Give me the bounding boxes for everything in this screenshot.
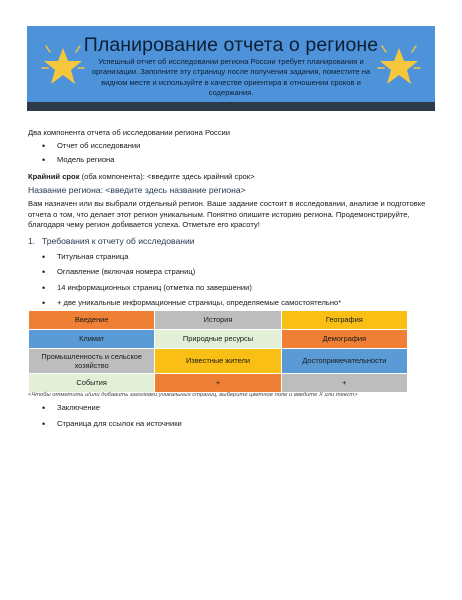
grid-cell[interactable]: + [155,374,281,393]
grid-cell[interactable]: Демография [281,330,407,349]
page-subtitle: Успешный отчет об исследовании региона России требует планирования и организации. Заполните эту страницу после получения задания, поместите на видном месте и используйте в качестве ориентира в отношении сроков и содержания. [91,57,371,98]
region-name-field[interactable]: Название региона: <введите здесь название региона> [28,185,246,195]
grid-cell[interactable]: События [29,374,155,393]
grid-cell[interactable]: Промышленность и сельское хозяйство [29,349,155,374]
grid-cell[interactable]: Известные жители [155,349,281,374]
deadline-field[interactable]: (оба компонента): <введите здесь крайний срок> [79,172,255,181]
grid-cell[interactable]: + [281,374,407,393]
grid-cell[interactable]: Достопримечательности [281,349,407,374]
grid-cell[interactable]: География [281,311,407,330]
grid-cell[interactable]: Природные ресурсы [155,330,281,349]
grid-instruction-note: <Чтобы отметить и/или добавить заголовки уникальных страниц, выберите цветное поле и введите X или текст> [28,392,358,398]
deadline-label: Крайний срок [28,172,80,181]
grid-cell[interactable]: История [155,311,281,330]
grid-cell[interactable]: Климат [29,330,155,349]
page-title: Планирование отчета о регионе [83,34,379,56]
requirements-heading: 1. Требования к отчету об исследовании [28,236,195,246]
header-strip [27,102,435,111]
unique-pages-grid [28,310,408,393]
deadline-line [28,172,255,183]
grid-cell[interactable]: Введение [29,311,155,330]
components-heading: Два компонента отчета об исследовании региона России [28,128,230,137]
assignment-description: Вам назначен или вы выбрали отдельный регион. Ваше задание состоит в исследовании, анализе и подготовке отчета о том, что делает этот регион уникальным. Понятно опишите историю региона. Продемонстрируйте, благодаря чему регион добивается успеха. Отметьте его красоту! [28,199,426,229]
